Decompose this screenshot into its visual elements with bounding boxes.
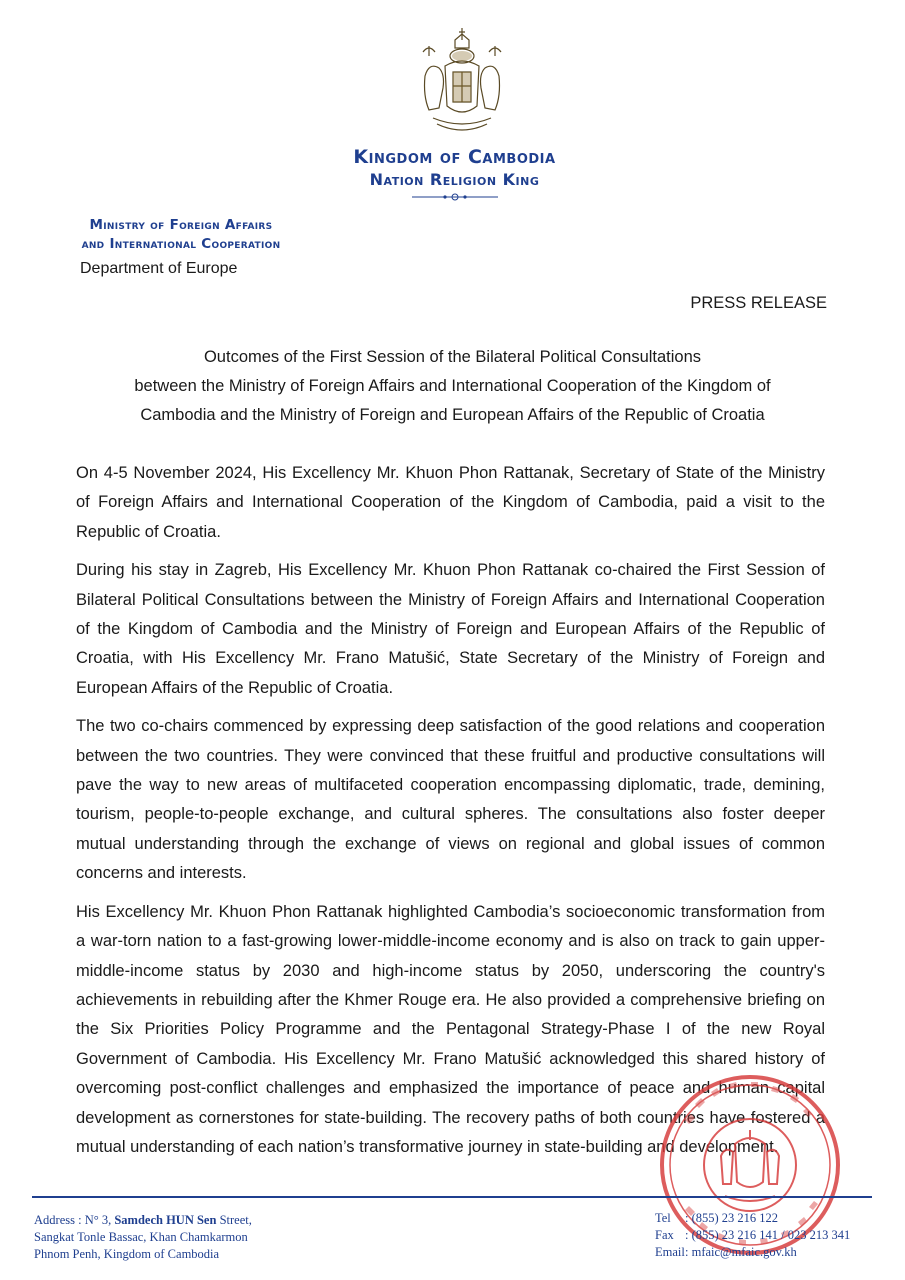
address-line-2: Sangkat Tonle Bassac, Khan Chamkarmon	[34, 1230, 248, 1244]
footer-address	[34, 1212, 252, 1263]
email-value: : mfaic@mfaic.gov.kh	[685, 1245, 797, 1259]
country-heading: Kingdom of Cambodia	[353, 146, 556, 168]
divider-ornament	[410, 192, 500, 202]
tel-label: Tel	[655, 1211, 671, 1225]
contact-fax	[655, 1227, 850, 1244]
department-name: Department of Europe	[80, 260, 238, 277]
royal-coat-of-arms-emblem	[415, 26, 509, 138]
body-paragraph-2: During his stay in Zagreb, His Excellency Mr. Khuon Phon Rattanak co-chaired the First Session of Bilateral Political Consultations between the Ministry of Foreign Affairs and International Cooperation of the Kingdom of Cambodia and the Ministry of Foreign and European Affairs of the Republic of Croatia, with His Excellency Mr. Frano Matušić, State Secretary of the Ministry of Foreign and European Affairs of the Republic of Croatia.	[76, 561, 825, 697]
address-line-3: Phnom Penh, Kingdom of Cambodia	[34, 1247, 220, 1261]
address-line-1	[34, 1212, 252, 1229]
national-motto: Nation Religion King	[369, 170, 540, 189]
body-paragraph-3: The two co-chairs commenced by expressing deep satisfaction of the good relations and cooperation between the two countries. They were convinced that these fruitful and productive consultations will pave the way to new areas of multifaceted cooperation encompassing diplomatic, trade, demining, tourism, people-to-people exchange, and cultural spheres. The consultations also foster deeper mutual understanding through the exchange of views on regional and global issues of common concerns and interests.	[76, 717, 825, 883]
footer-divider	[32, 1196, 872, 1198]
fax-value: : (855) 23 216 141 / 023 213 341	[685, 1228, 851, 1242]
body-paragraph-1: On 4-5 November 2024, His Excellency Mr. Khuon Phon Rattanak, Secretary of State of the Ministry of Foreign Affairs and International Cooperation of the Kingdom of Cambodia, paid a visit to the Republic of Croatia.	[76, 464, 825, 541]
title-line-3: Cambodia and the Ministry of Foreign and European Affairs of the Republic of Croatia	[140, 406, 765, 424]
ministry-line-2: and International Cooperation	[81, 236, 281, 252]
document-type-label: PRESS RELEASE	[690, 294, 827, 312]
press-release-title	[60, 343, 845, 430]
title-line-2: between the Ministry of Foreign Affairs and International Cooperation of the Kingdom of	[134, 377, 771, 395]
title-line-1: Outcomes of the First Session of the Bilateral Political Consultations	[203, 348, 702, 366]
body-paragraph-4: His Excellency Mr. Khuon Phon Rattanak highlighted Cambodia’s socioeconomic transformation from a war-torn nation to a fast-growing lower-middle-income economy and is also on track to gain upper-middle-income status by 2030 and high-income status by 2050, underscoring the country's achievements in rebuilding after the Khmer Rouge era. He also provided a comprehensive briefing on the Six Priorities Policy Programme and the Pentagonal Strategy-Phase I of the new Royal Government of Cambodia. His Excellency Mr. Frano Matušić acknowledged this shared history of overcoming post-conflict challenges and emphasized the importance of peace and human capital development as cornerstones for state-building. The recovery paths of both countries have fostered a mutual understanding of each nation’s transformative journey in state-building and development.	[76, 902, 825, 1156]
address-street-name: Samdech HUN Sen	[114, 1213, 217, 1227]
contact-email	[655, 1244, 850, 1261]
footer-contact	[655, 1210, 850, 1261]
email-label: Email	[655, 1245, 685, 1259]
tel-value: : (855) 23 216 122	[685, 1211, 779, 1225]
contact-tel	[655, 1210, 850, 1227]
fax-label: Fax	[655, 1228, 674, 1242]
address-suffix: Street,	[216, 1213, 252, 1227]
ministry-line-1: Ministry of Foreign Affairs	[89, 217, 273, 233]
ministry-heading	[36, 216, 326, 254]
address-prefix: Address : N° 3,	[34, 1213, 115, 1227]
